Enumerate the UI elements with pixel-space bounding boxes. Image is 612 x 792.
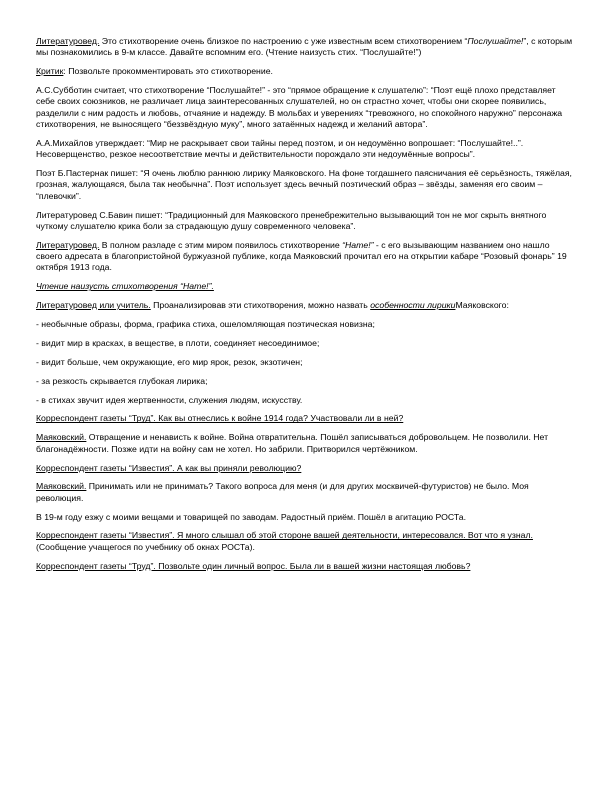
paragraph-subbotin: А.С.Субботин считает, что стихотворение “Послушайте!” - это “прямое обращение к слушателю”: “Поэт ещё плохо представляет себе своих союзников, не различает лица заинтересованных слушателей, но он страстно хочет, чтобы они скорее появились, разделили с ним радость и любовь, отчаяние и надежду. В мольбах и уверениях “тревожного, но спокойного наружно” персонажа стихотворения, не выносящего “беззвёздную муку”, много затаённых надежд и желаний автора”.: [36, 85, 563, 129]
stage-direction: Чтение наизусть стихотворения “Нате!”.: [36, 281, 214, 292]
document-page: [36, 36, 576, 580]
paragraph-pasternak: Поэт Б.Пастернак пишет: “Я очень люблю раннюю лирику Маяковского. На фоне тогдашнего паясничания её серьёзность, тяжёлая, грозная, жалующаяся, была так необычна”. Поэт использует здесь вечный поэтический образ – звёзды, заменяя его своим – “плевочки”.: [36, 168, 572, 201]
speaker-literary-critic: Литературовед.: [36, 36, 100, 46]
paragraph-text: Это стихотворение очень близкое по настроению с уже известным всем стихотворением “: [99, 36, 468, 46]
speaker-mayakovsky: Маяковский.: [36, 432, 87, 443]
question-text: Корреспондент газеты “Известия”. Я много слышал об этой стороне вашей деятельности, интересовался. Вот что я узнал.: [36, 530, 533, 541]
answer-war: [36, 432, 576, 455]
question-izvestia-rosta: [36, 530, 576, 553]
paragraph-critic: [36, 66, 576, 77]
paragraph-text: : Позвольте прокомментировать это стихотворение.: [63, 66, 273, 77]
paragraph-text: - с его вызывающим названием оно нашло своего адресата в благопристойной буржуазной публике, когда Маяковский прочитал его на открытии кабаре “Розовый фонарь” 19 октября 1913 года.: [36, 239, 567, 273]
paragraph-intro: [36, 36, 576, 59]
paragraph-mikhailov: А.А.Михайлов утверждает: “Мир не раскрывает свои тайны перед поэтом, и он недоумённо вопрошает: “Послушайте!..”. Несоверщенство, резкое несоответствие мечты и действительности порождало эти недоумённые вопросы”.: [36, 137, 524, 160]
list-item: - за резкость скрывается глубокая лирика;: [36, 375, 208, 386]
list-item: - видит больше, чем окружающие, его мир ярок, резок, экзотичен;: [36, 356, 303, 367]
paragraph-text: Проанализировав эти стихотворения, можно назвать: [150, 300, 371, 311]
paragraph-text: (Сообщение учащегося по учебнику об окнах РОСТа).: [36, 541, 255, 552]
question-trud-love: Корреспондент газеты “Труд”. Позвольте один личный вопрос. Была ли в вашей жизни настоящая любовь?: [36, 560, 471, 571]
answer-revolution: [36, 481, 576, 504]
answer-rosta: В 19-м году езжу с моими вещами и товарищей по заводам. Радостный приём. Пошёл в агитацию РОСТа.: [36, 511, 466, 522]
speaker-critic: Критик: [36, 66, 64, 77]
paragraph-text: В полном разладе с этим миром появилось стихотворение: [99, 239, 343, 250]
paragraph-text: Принимать или не принимать? Такого вопроса для меня (и для других москвичей-футуристов) не было. Моя революция.: [36, 481, 529, 503]
list-item: - в стихах звучит идея жертвенности, служения людям, искусству.: [36, 394, 303, 405]
poem-title: “Нате!”: [342, 239, 374, 250]
paragraph-text: Отвращение и ненависть к войне. Война отвратительна. Пошёл записываться добровольцем. Не позволили. Нет благонадёжности. Позже идти на войну сам не хотел. Но забрили. Притворился чертёжником.: [36, 432, 549, 454]
paragraph-text: Маяковского:: [455, 300, 509, 311]
question-izvestia-revolution: Корреспондент газеты “Известия”. А как вы приняли революцию?: [36, 462, 302, 473]
paragraph-nate: [36, 240, 576, 274]
poem-title: Послушайте!: [467, 36, 524, 46]
list-item: - необычные образы, форма, графика стиха, ошеломляющая поэтическая новизна;: [36, 318, 375, 329]
speaker-critic-or-teacher: Литературовед или учитель.: [36, 300, 151, 311]
paragraph-text: ”, с которым мы познакомились в 9-м классе. Давайте вспомним его. (Чтение наизусть стих. “Послушайте!”): [36, 36, 573, 58]
features-term: особенности лирики: [370, 300, 456, 311]
paragraph-bavin: Литературовед С.Бавин пишет: “Традиционный для Маяковского пренебрежительно вызывающий тон не мог скрыть внятного чуткому слушателю крика боли за страдающую душу современного человека”.: [36, 209, 547, 231]
speaker-mayakovsky: Маяковский.: [36, 481, 87, 492]
paragraph-features: [36, 300, 576, 311]
question-trud-war: Корреспондент газеты “Труд”. Как вы отнеслись к войне 1914 года? Участвовали ли в ней?: [36, 413, 404, 424]
list-item: - видит мир в красках, в веществе, в плоти, соединяет несоединимое;: [36, 337, 320, 348]
speaker-literary-critic: Литературовед.: [36, 239, 100, 250]
